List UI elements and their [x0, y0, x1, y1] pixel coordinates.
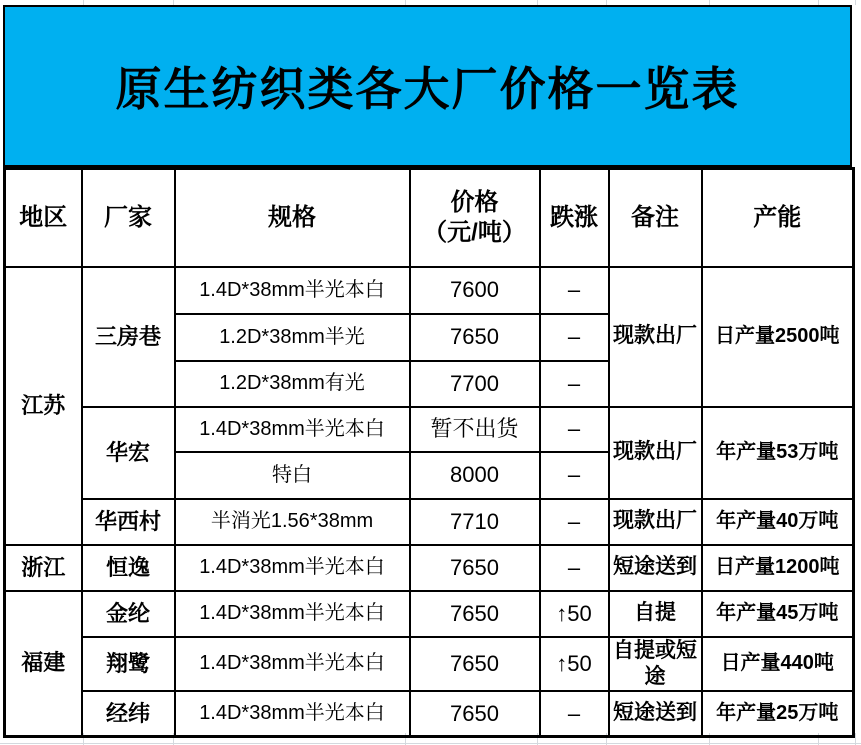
table-row — [5, 267, 854, 314]
cell-spec[interactable]: 特白 — [175, 452, 410, 499]
table-row — [5, 691, 854, 736]
cell-note[interactable]: 现款出厂 — [609, 407, 702, 499]
cell-factory[interactable]: 华宏 — [82, 407, 175, 499]
header-price-label: 价格 — [450, 188, 499, 216]
table-row — [5, 499, 854, 545]
cell-factory[interactable]: 翔鹭 — [82, 637, 175, 692]
cell-price[interactable]: 7650 — [410, 637, 540, 692]
cell-capacity[interactable]: 日产量440吨 — [702, 637, 854, 692]
cell-price[interactable]: 7710 — [410, 499, 540, 545]
cell-price[interactable]: 7650 — [410, 314, 540, 361]
cell-factory[interactable]: 三房巷 — [82, 267, 175, 407]
cell-note[interactable]: 现款出厂 — [609, 267, 702, 407]
header-capacity[interactable]: 产能 — [702, 169, 854, 267]
table-row — [5, 407, 854, 452]
cell-price[interactable]: 7650 — [410, 691, 540, 736]
cell-note[interactable]: 短途送到 — [609, 545, 702, 591]
cell-spec[interactable]: 1.4D*38mm半光本白 — [175, 545, 410, 591]
cell-factory[interactable]: 华西村 — [82, 499, 175, 545]
header-factory[interactable]: 厂家 — [82, 169, 175, 267]
cell-spec[interactable]: 1.4D*38mm半光本白 — [175, 591, 410, 637]
header-note[interactable]: 备注 — [609, 169, 702, 267]
cell-capacity[interactable]: 年产量25万吨 — [702, 691, 854, 736]
header-price-unit: （元/吨） — [423, 218, 526, 246]
cell-change[interactable]: – — [540, 691, 609, 736]
cell-spec[interactable]: 半消光1.56*38mm — [175, 499, 410, 545]
header-price[interactable] — [410, 169, 540, 267]
title-banner[interactable] — [3, 5, 852, 167]
cell-capacity[interactable]: 年产量53万吨 — [702, 407, 854, 499]
cell-change[interactable]: – — [540, 545, 609, 591]
cell-change[interactable]: – — [540, 452, 609, 499]
cell-spec[interactable]: 1.4D*38mm半光本白 — [175, 407, 410, 452]
cell-factory[interactable]: 经纬 — [82, 691, 175, 736]
cell-change[interactable]: – — [540, 407, 609, 452]
cell-note[interactable]: 自提 — [609, 591, 702, 637]
cell-region[interactable]: 浙江 — [5, 545, 82, 591]
cell-factory[interactable]: 恒逸 — [82, 545, 175, 591]
cell-capacity[interactable]: 年产量45万吨 — [702, 591, 854, 637]
cell-note[interactable]: 短途送到 — [609, 691, 702, 736]
cell-spec[interactable]: 1.4D*38mm半光本白 — [175, 691, 410, 736]
cell-region[interactable]: 江苏 — [5, 267, 82, 545]
header-region[interactable]: 地区 — [5, 169, 82, 267]
cell-change[interactable]: – — [540, 499, 609, 545]
excel-gridline — [0, 743, 861, 744]
table-row — [5, 637, 854, 692]
cell-capacity[interactable]: 日产量1200吨 — [702, 545, 854, 591]
table-row — [5, 545, 854, 591]
cell-price[interactable]: 7600 — [410, 267, 540, 314]
cell-price[interactable]: 8000 — [410, 452, 540, 499]
header-change[interactable]: 跌涨 — [540, 169, 609, 267]
cell-spec[interactable]: 1.4D*38mm半光本白 — [175, 637, 410, 692]
cell-factory[interactable]: 金纶 — [82, 591, 175, 637]
cell-price[interactable]: 7650 — [410, 545, 540, 591]
price-table — [3, 167, 855, 738]
cell-note[interactable]: 自提或短途 — [609, 637, 702, 692]
cell-spec[interactable]: 1.2D*38mm有光 — [175, 361, 410, 407]
cell-region[interactable]: 福建 — [5, 591, 82, 737]
page-title: 原生纺织类各大厂价格一览表 — [115, 63, 740, 115]
cell-price[interactable]: 7700 — [410, 361, 540, 407]
cell-capacity[interactable]: 日产量2500吨 — [702, 267, 854, 407]
cell-change[interactable]: – — [540, 361, 609, 407]
cell-capacity[interactable]: 年产量40万吨 — [702, 499, 854, 545]
cell-price[interactable]: 暂不出货 — [410, 407, 540, 452]
header-row — [5, 169, 854, 267]
cell-note[interactable]: 现款出厂 — [609, 499, 702, 545]
cell-change[interactable]: – — [540, 267, 609, 314]
table-row — [5, 591, 854, 637]
cell-change[interactable]: – — [540, 314, 609, 361]
cell-spec[interactable]: 1.2D*38mm半光 — [175, 314, 410, 361]
cell-price[interactable]: 7650 — [410, 591, 540, 637]
cell-spec[interactable]: 1.4D*38mm半光本白 — [175, 267, 410, 314]
cell-change[interactable]: ↑50 — [540, 591, 609, 637]
header-spec[interactable]: 规格 — [175, 169, 410, 267]
excel-gridline — [855, 0, 856, 5]
cell-change[interactable]: ↑50 — [540, 637, 609, 692]
